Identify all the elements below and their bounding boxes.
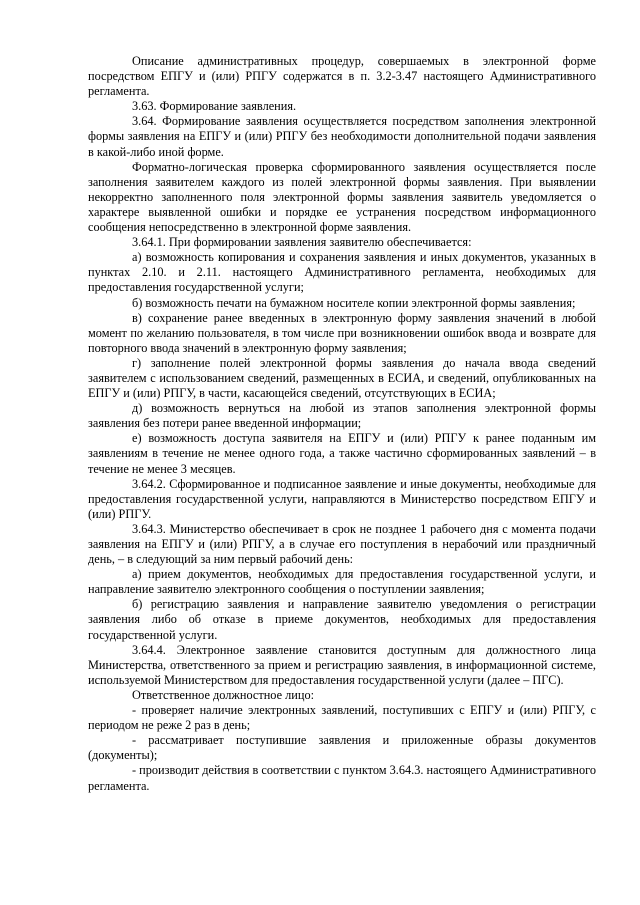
paragraph-duty-act: - производит действия в соответствии с пунктом 3.64.3. настоящего Административного регламента. — [88, 763, 596, 793]
paragraph-responsible: Ответственное должностное лицо: — [132, 687, 315, 702]
document-page — [88, 54, 596, 794]
paragraph-item-d: д) возможность вернуться на любой из этапов заполнения электронной формы заявления без потери ранее введенной информации; — [88, 401, 596, 431]
paragraph-3-64-3-b: б) регистрацию заявления и направление заявителю уведомления о регистрации заявления либо об отказе в приеме документов, необходимых для предоставления государственной услуги. — [88, 597, 596, 642]
paragraph-duty-review: - рассматривает поступившие заявления и приложенные образы документов (документы); — [88, 733, 596, 763]
paragraph-item-a: а) возможность копирования и сохранения заявления и иных документов, указанных в пунктах 2.10. и 2.11. настоящего Административного регламента, необходимых для предоставления государственной услуги; — [88, 250, 596, 295]
paragraph-format-check: Форматно-логическая проверка сформированного заявления осуществляется после заполнения заявителем каждого из полей электронной формы заявления. При выявлении некорректно заполненного поля электронной формы заявления заявитель уведомляется о характере выявленной ошибки и порядке ее устранения посредством информационного сообщения непосредственно в электронной форме заявления. — [88, 159, 596, 235]
paragraph-item-v: в) сохранение ранее введенных в электронную форму заявления значений в любой момент по желанию пользователя, в том числе при возникновении ошибок ввода и возврате для повторного ввода значений в электронную форму заявления; — [88, 310, 596, 355]
paragraph-item-g: г) заполнение полей электронной формы заявления до начала ввода сведений заявителем с использованием сведений, размещенных в ЕСИА, и сведений, опубликованных на ЕПГУ и (или) РПГУ, в части, касающейся сведений, отсутствующих в ЕСИА; — [88, 355, 596, 401]
paragraph-3-64: 3.64. Формирование заявления осуществляется посредством заполнения электронной формы заявления на ЕПГУ и (или) РПГУ без необходимости дополнительной подачи заявления в какой-либо иной форме. — [88, 114, 596, 159]
paragraph-3-64-1: 3.64.1. При формировании заявления заявителю обеспечивается: — [132, 235, 472, 250]
paragraph-3-64-4: 3.64.4. Электронное заявление становится доступным для должностного лица Министерства, ответственного за прием и регистрацию заявления, в информационной системе, используемой Министерством для предоставления государственной услуги (далее – ПГС). — [88, 642, 596, 687]
paragraph-duty-check: - проверяет наличие электронных заявлений, поступивших с ЕПГУ и (или) РПГУ, с периодом не реже 2 раз в день; — [88, 703, 596, 733]
paragraph-intro: Описание административных процедур, совершаемых в электронной форме посредством ЕПГУ и (или) РПГУ содержатся в п. 3.2-3.47 настоящего Административного регламента. — [88, 54, 596, 99]
paragraph-3-64-2: 3.64.2. Сформированное и подписанное заявление и иные документы, необходимые для предоставления государственной услуги, направляются в Министерство посредством ЕПГУ и (или) РПГУ. — [88, 476, 596, 521]
paragraph-3-64-3-a: а) прием документов, необходимых для предоставления государственной услуги, и направление заявителю электронного сообщения о поступлении заявления; — [88, 567, 596, 597]
paragraph-item-e: е) возможность доступа заявителя на ЕПГУ и (или) РПГУ к ранее поданным им заявлениям в течение не менее одного года, а также частично сформированных заявлений – в течение не менее 3 месяцев. — [88, 431, 596, 476]
paragraph-item-b: б) возможность печати на бумажном носителе копии электронной формы заявления; — [132, 295, 576, 310]
paragraph-3-63: 3.63. Формирование заявления. — [132, 99, 297, 114]
paragraph-3-64-3: 3.64.3. Министерство обеспечивает в срок не позднее 1 рабочего дня с момента подачи заявления на ЕПГУ и (или) РПГУ, а в случае его поступления в нерабочий или праздничный день, – в следующий за ним первый рабочий день: — [88, 521, 596, 567]
